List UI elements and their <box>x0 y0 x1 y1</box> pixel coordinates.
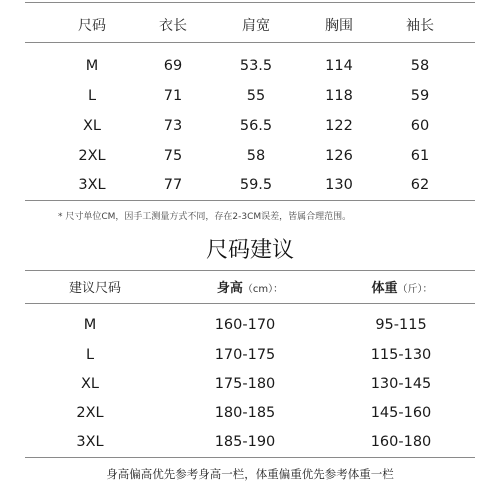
recommend-table-cell: 160-180 <box>370 434 432 450</box>
measurement-note: * 尺寸单位CM，因手工测量方式不同，存在2-3CM误差，皆属合理范围。 <box>58 212 352 222</box>
size-table-cell: 126 <box>325 148 353 164</box>
recommend-header-weight-unit: （斤）： <box>397 284 433 295</box>
recommend-table-cell: 2XL <box>76 405 104 421</box>
size-table-bottom-border <box>25 200 475 201</box>
recommend-table-header-divider <box>25 303 475 304</box>
size-table-cell: 75 <box>163 148 183 164</box>
size-table-cell: 60 <box>410 118 430 134</box>
size-table-top-border <box>25 2 475 3</box>
recommend-header-height <box>190 282 310 295</box>
recommend-table-bottom-border <box>25 457 475 458</box>
size-table-cell: 59 <box>410 88 430 104</box>
recommend-table-cell: 145-160 <box>370 405 432 421</box>
recommend-table-cell: 115-130 <box>370 347 432 363</box>
size-table-cell: 62 <box>410 177 430 193</box>
size-table-header-divider <box>25 42 475 43</box>
footer-note: 身高偏高优先参考身高一栏，体重偏重优先参考体重一栏 <box>106 467 394 481</box>
size-table-cell: L <box>87 88 97 104</box>
size-table-cell: XL <box>82 118 101 134</box>
size-table-cell: 3XL <box>78 177 106 193</box>
recommend-header-height-unit: （cm）： <box>242 284 284 295</box>
size-table-cell: 118 <box>325 88 353 104</box>
size-table-cell: 114 <box>325 58 353 74</box>
size-table-cell: 71 <box>163 88 183 104</box>
size-table-cell: 130 <box>325 177 353 193</box>
recommend-table-cell: 185-190 <box>214 434 276 450</box>
size-table-cell: 77 <box>163 177 183 193</box>
size-table-cell: 53.5 <box>239 58 273 74</box>
recommend-header-weight <box>342 282 462 295</box>
size-table-header-length: 衣长 <box>159 18 187 34</box>
size-table-cell: 56.5 <box>239 118 273 134</box>
size-table-cell: 2XL <box>78 148 106 164</box>
size-table-cell: 59.5 <box>239 177 273 193</box>
recommend-table-top-border <box>25 270 475 271</box>
recommend-table-cell: XL <box>80 376 99 392</box>
size-table-cell: 122 <box>325 118 353 134</box>
recommend-header-size <box>55 282 135 295</box>
recommend-header-size-label: 建议尺码 <box>68 281 121 296</box>
size-table-cell: M <box>85 58 99 74</box>
size-table-cell: 55 <box>246 88 266 104</box>
recommend-table-cell: 130-145 <box>370 376 432 392</box>
size-table-cell: 69 <box>163 58 183 74</box>
recommend-header-height-label: 身高 <box>216 281 243 296</box>
size-table-cell: 61 <box>410 148 430 164</box>
recommend-title: 尺码建议 <box>205 238 294 263</box>
recommend-table-cell: 180-185 <box>214 405 276 421</box>
size-table-header-size: 尺码 <box>78 18 106 34</box>
size-table-cell: 58 <box>246 148 266 164</box>
recommend-table-cell: 170-175 <box>214 347 276 363</box>
recommend-table-cell: 175-180 <box>214 376 276 392</box>
size-table-cell: 73 <box>163 118 183 134</box>
recommend-table-cell: L <box>85 347 95 363</box>
recommend-table-cell: 160-170 <box>214 317 276 333</box>
recommend-table-cell: 3XL <box>76 434 104 450</box>
size-table-header-shoulder: 肩宽 <box>242 18 270 34</box>
recommend-header-weight-label: 体重 <box>371 281 398 296</box>
size-table-header-chest: 胸围 <box>325 18 353 34</box>
recommend-table-cell: M <box>83 317 97 333</box>
recommend-table-cell: 95-115 <box>375 317 427 333</box>
size-table-header-sleeve: 袖长 <box>406 18 434 34</box>
size-table-cell: 58 <box>410 58 430 74</box>
